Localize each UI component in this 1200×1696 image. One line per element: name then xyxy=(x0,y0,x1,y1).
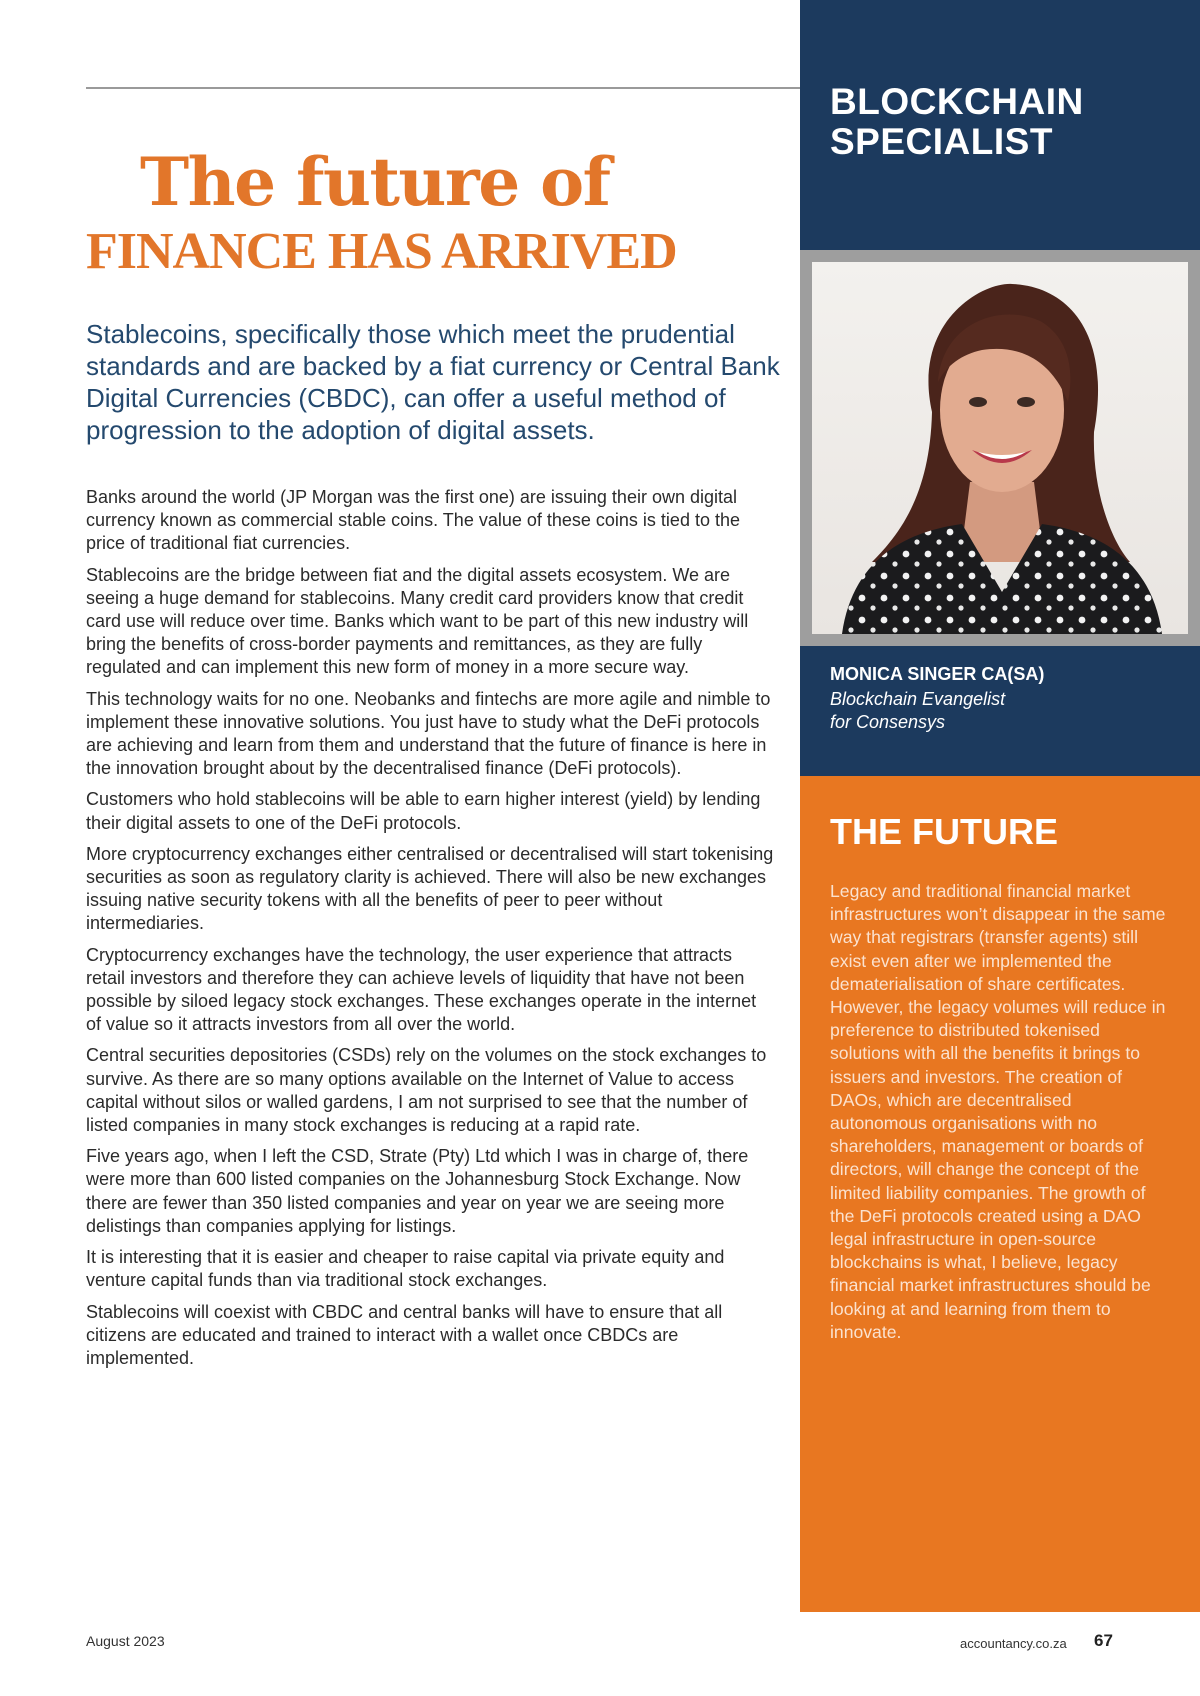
sidebar-header-panel xyxy=(800,0,1200,250)
body-paragraph: Banks around the world (JP Morgan was the first one) are issuing their own digital currency known as commercial stable coins. The value of these coins is tied to the price of traditional fiat currencies. xyxy=(86,487,740,554)
top-divider xyxy=(86,87,800,89)
article-lede: Stablecoins, specifically those which meet the prudential standards and are backed by a fiat currency or Central Bank Digital Currencies (CBDC), can offer a useful method of progression to the adoption of digital assets. xyxy=(86,319,780,445)
article-body xyxy=(86,486,776,1378)
sidebar xyxy=(800,0,1200,1612)
body-paragraph: Cryptocurrency exchanges have the technology, the user experience that attracts retail investors and therefore they can achieve levels of liquidity that have not been possible by siloed legacy stock exchanges. These exchanges operate in the internet of value so it attracts investors from all over the world. xyxy=(86,944,757,1035)
author-name: MONICA SINGER CA(SA) xyxy=(830,664,1045,684)
future-text: Legacy and traditional financial market infrastructures won’t disappear in the same way that registrars (transfer agents) still exist even after we implemented the dematerialisation of share certificates. However, the legacy volumes will reduce in preference to distributed tokenised solutions with all the benefits it brings to issuers and investors. The creation of DAOs, which are decentralised autonomous organisations with no shareholders, management or boards of directors, will change the concept of the limited liability companies. The growth of the DeFi protocols created using a DAO legal infrastructure in open-source blockchains is what, I believe, legacy financial market infrastructures should be looking at and learning from them to innovate. xyxy=(830,881,1166,1342)
body-paragraph: More cryptocurrency exchanges either centralised or decentralised will start tokenising securities as soon as regulatory clarity is achieved. There will also be new exchanges issuing native security tokens with all the benefits of peer to peer without intermediaries. xyxy=(86,843,774,934)
headline-line-2: FINANCE HAS ARRIVED xyxy=(86,223,677,280)
future-title: THE FUTURE xyxy=(830,811,1058,852)
author-photo-frame xyxy=(800,250,1200,646)
author-portrait-illustration xyxy=(812,262,1188,634)
body-paragraph: Central securities depositories (CSDs) rely on the volumes on the stock exchanges to survive. As there are so many options available on the Internet of Value to access capital without silos or walled gardens, I am not surprised to see that the number of listed companies in many stock exchanges is reducing at a rapid rate. xyxy=(86,1045,767,1136)
body-paragraph: Stablecoins will coexist with CBDC and central banks will have to ensure that all citizens are educated and trained to interact with a wallet once CBDCs are implemented. xyxy=(86,1301,723,1368)
footer-date: August 2023 xyxy=(86,1633,165,1649)
sidebar-section-title: BLOCKCHAIN SPECIALIST xyxy=(830,81,1084,162)
page-number: 67 xyxy=(1094,1631,1113,1650)
body-paragraph: Stablecoins are the bridge between fiat and the digital assets ecosystem. We are seeing a huge demand for stablecoins. Many credit card providers know that credit card use will reduce over time. Banks which want to be part of this new industry will bring the benefits of cross-border payments and remittances, as they are fully regulated and can implement this new form of money in a more secure way. xyxy=(86,564,749,678)
author-photo xyxy=(812,262,1188,634)
body-paragraph: It is interesting that it is easier and cheaper to raise capital via private equity and venture capital funds than via traditional stock exchanges. xyxy=(86,1247,725,1291)
body-paragraph: This technology waits for no one. Neobanks and fintechs are more agile and nimble to implement these innovative solutions. You just have to study what the DeFi protocols are achieving and learn from them and understand that the future of finance is here in the innovation brought about by the decentralised finance (DeFi protocols). xyxy=(86,688,771,779)
footer-site: accountancy.co.za xyxy=(960,1636,1067,1651)
body-paragraph: Customers who hold stablecoins will be able to earn higher interest (yield) by lending their digital assets to one of the DeFi protocols. xyxy=(86,789,761,833)
headline-line-1: The future of xyxy=(140,143,610,221)
author-role: Blockchain Evangelist for Consensys xyxy=(830,689,1006,732)
body-paragraph: Five years ago, when I left the CSD, Strate (Pty) Ltd which I was in charge of, there were more than 600 listed companies on the Johannesburg Stock Exchange. Now there are fewer than 350 listed companies and year on year we are seeing more delistings than companies applying for listings. xyxy=(86,1146,749,1236)
